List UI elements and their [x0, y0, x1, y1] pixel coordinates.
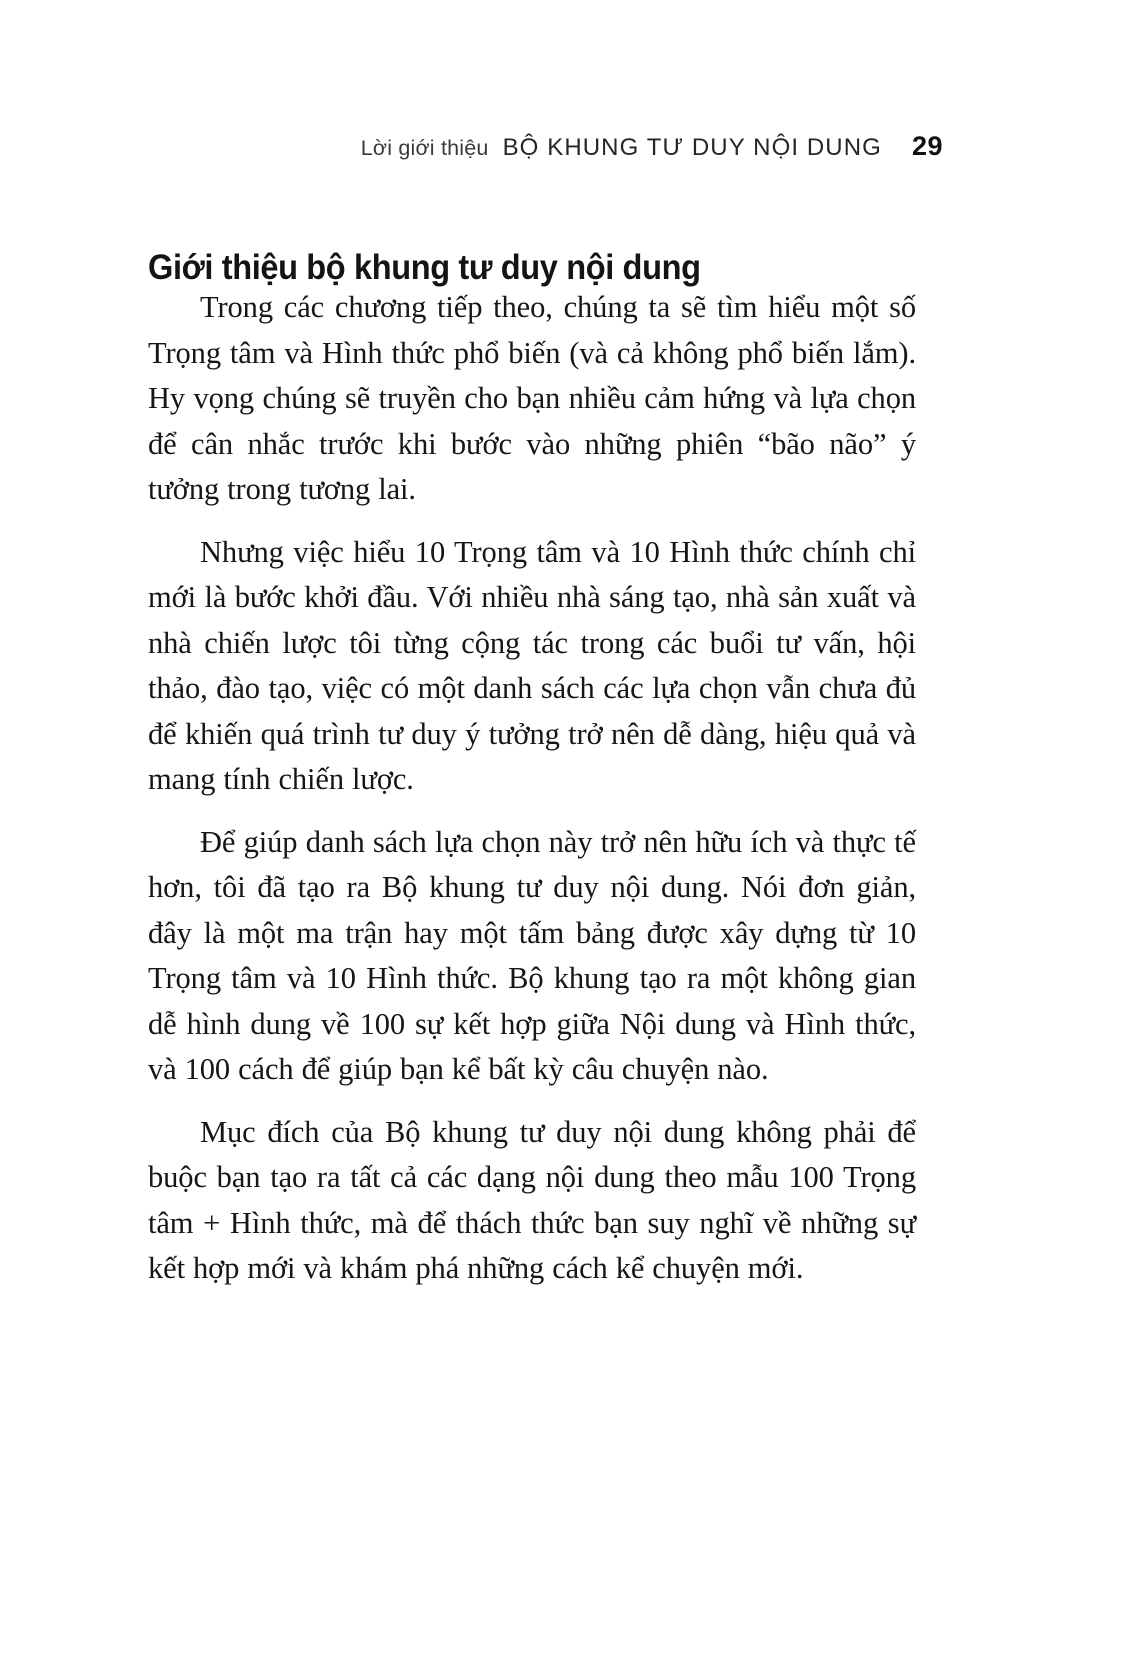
paragraph: Để giúp danh sách lựa chọn này trở nên hữu ích và thực tế hơn, tôi đã tạo ra Bộ khung tư duy nội dung. Nói đơn giản, đây là một ma trận hay một tấm bảng được xây dựng từ 10 Trọng tâm và 10 Hình thức. Bộ khung tạo ra một không gian dễ hình dung về 100 sự kết hợp giữa Nội dung và Hình thức, và 100 cách để giúp bạn kể bất kỳ câu chuyện nào.	[148, 824, 916, 1086]
paragraph: Trong các chương tiếp theo, chúng ta sẽ tìm hiểu một số Trọng tâm và Hình thức phổ biến (và cả không phổ biến lắm). Hy vọng chúng sẽ truyền cho bạn nhiều cảm hứng và lựa chọn để cân nhắc trước khi bước vào những phiên “bão não” ý tưởng trong tương lai.	[148, 290, 916, 506]
paragraph: Nhưng việc hiểu 10 Trọng tâm và 10 Hình thức chính chỉ mới là bước khởi đầu. Với nhiều nhà sáng tạo, nhà sản xuất và nhà chiến lược tôi từng cộng tác trong các buổi tư vấn, hội thảo, đào tạo, việc có một danh sách các lựa chọn vẫn chưa đủ để khiến quá trình tư duy ý tưởng trở nên dễ dàng, hiệu quả và mang tính chiến lược.	[148, 534, 916, 796]
body-text	[148, 285, 916, 1292]
page-number: 29	[911, 131, 943, 161]
paragraph: Mục đích của Bộ khung tư duy nội dung không phải để buộc bạn tạo ra tất cả các dạng nội dung theo mẫu 100 Trọng tâm + Hình thức, mà để thách thức bạn suy nghĩ về những sự kết hợp mới và khám phá những cách kể chuyện mới.	[148, 1114, 916, 1285]
section-heading: Giới thiệu bộ khung tư duy nội dung	[148, 248, 701, 288]
running-head-section-title: BỘ KHUNG TƯ DUY NỘI DUNG	[502, 134, 882, 161]
running-head	[0, 131, 1126, 171]
running-head-chapter-label: Lời giới thiệu	[360, 136, 489, 160]
